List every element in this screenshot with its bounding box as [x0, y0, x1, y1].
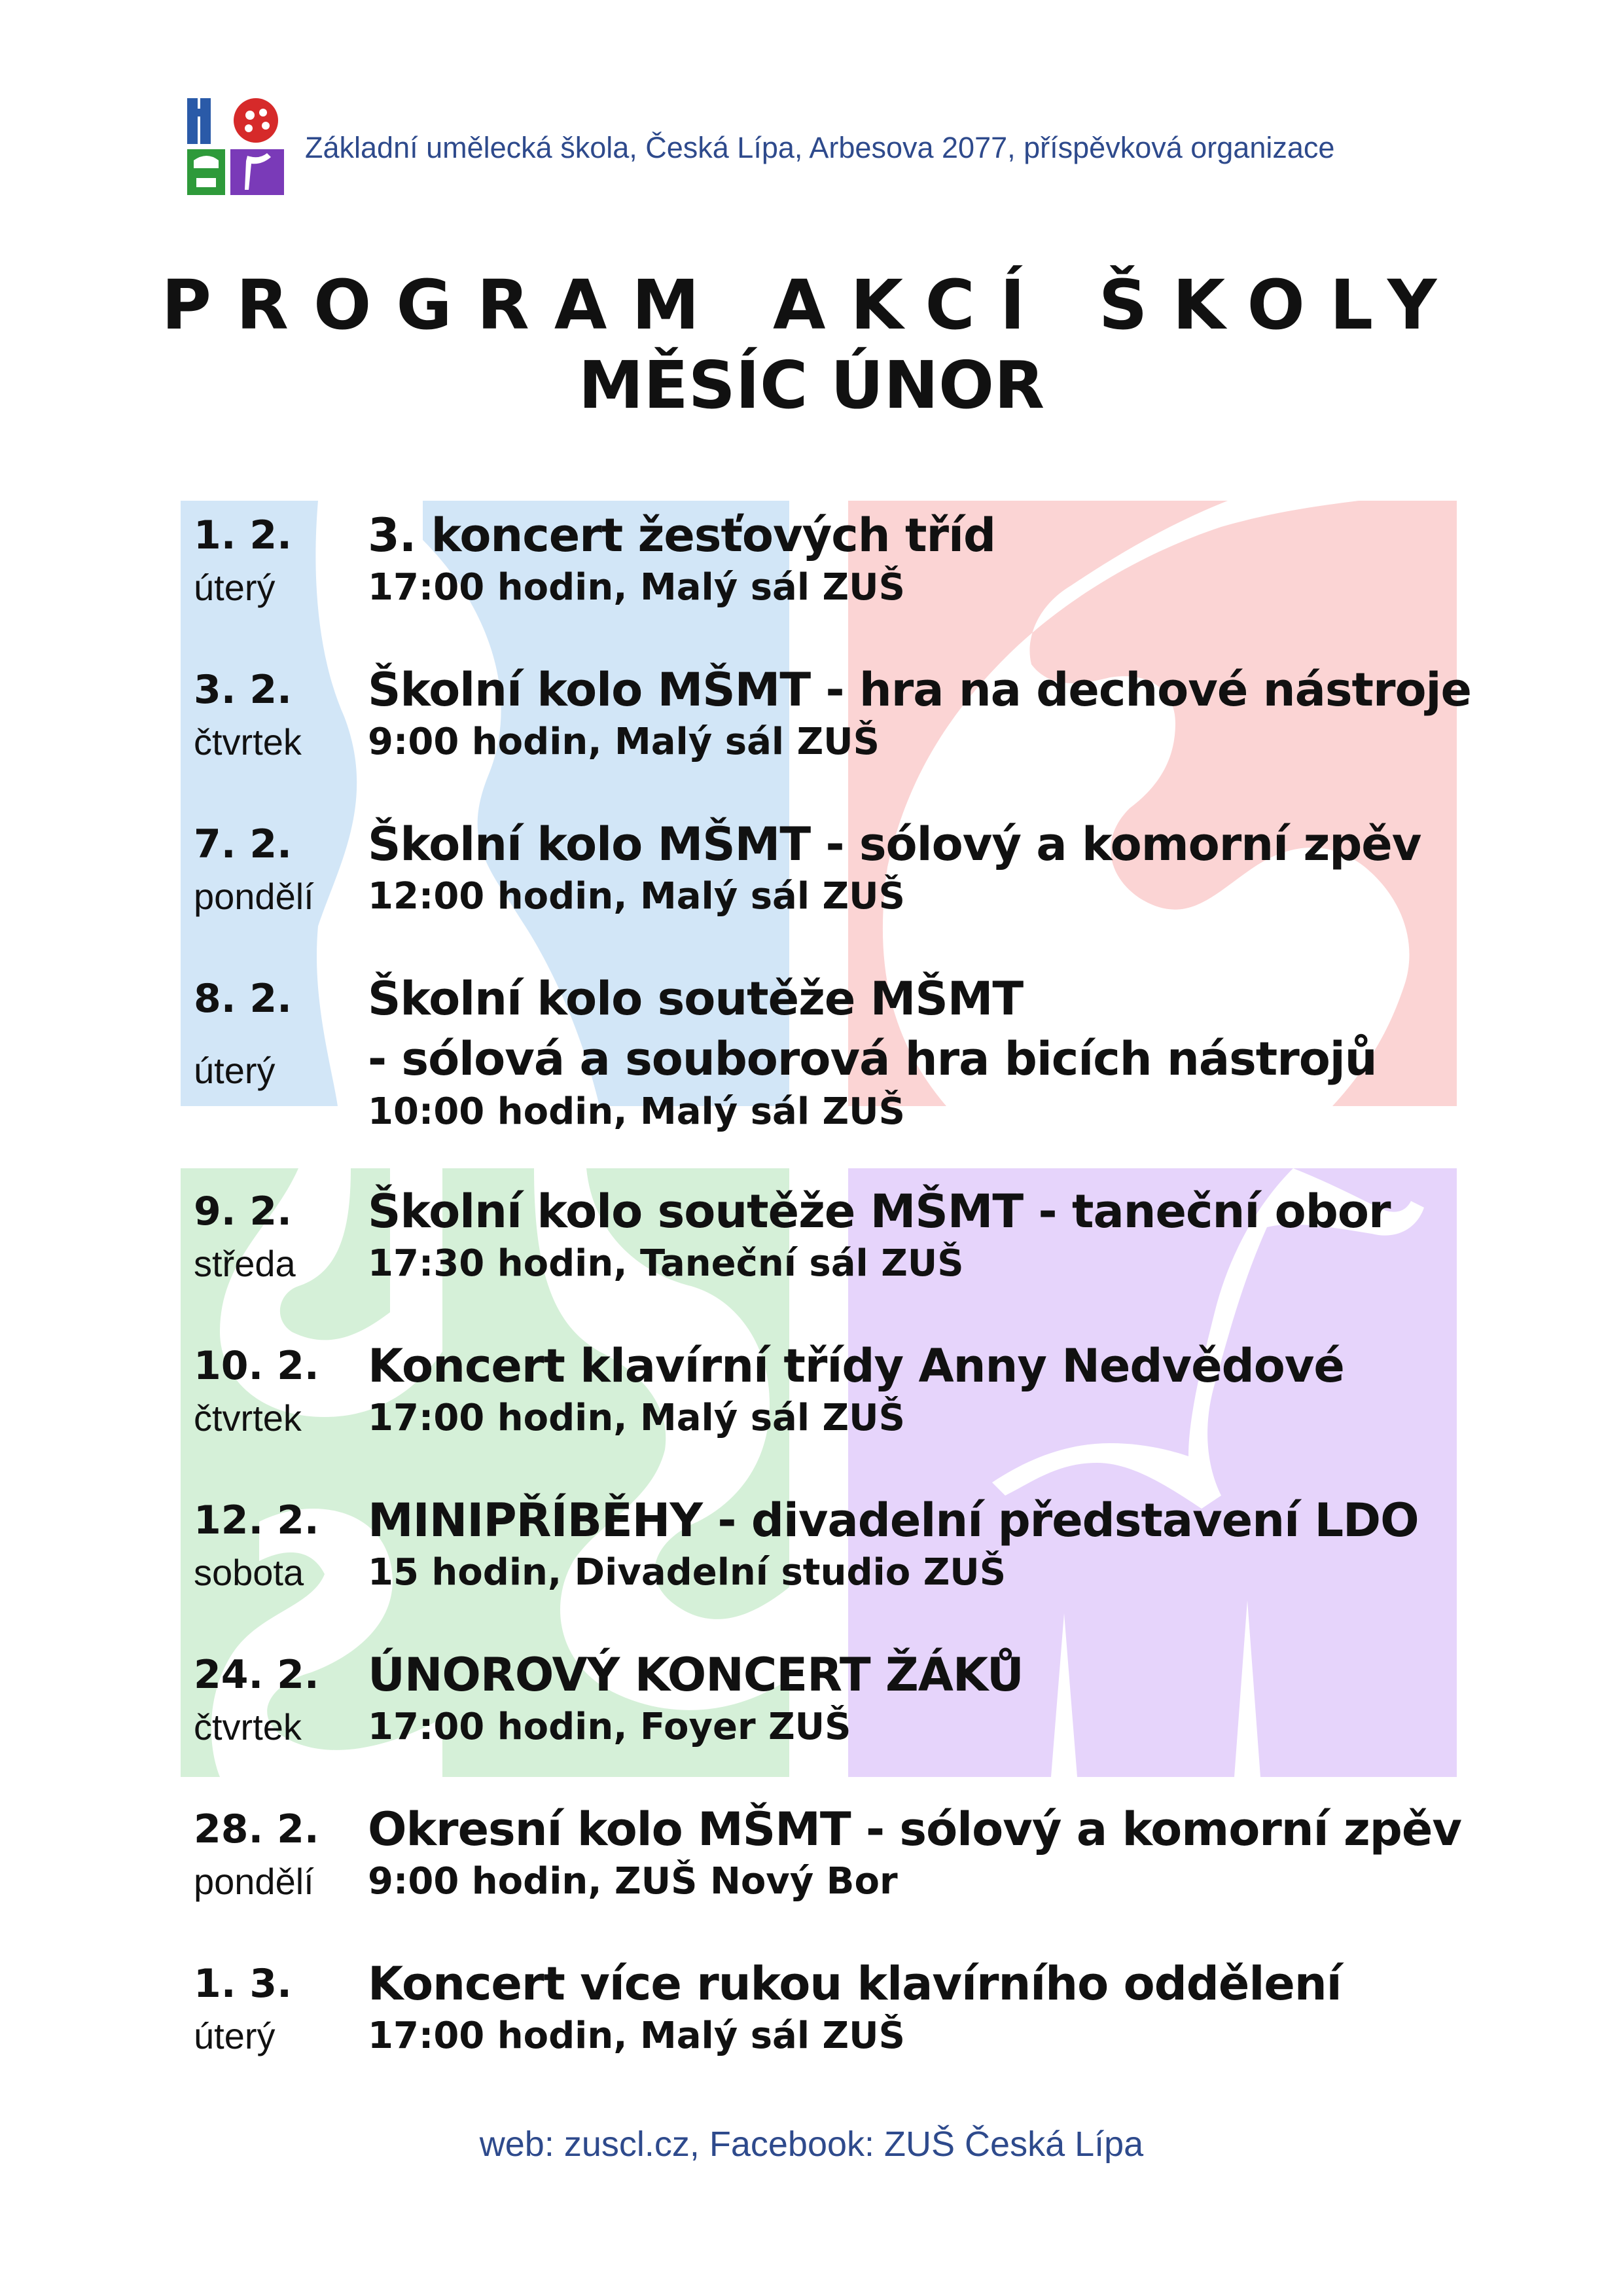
event-title: Školní kolo soutěže MŠMT — [368, 972, 1024, 1026]
event-detail: 9:00 hodin, Malý sál ZUŠ — [368, 721, 880, 763]
event-title: Školní kolo soutěže MŠMT - taneční obor — [368, 1185, 1391, 1238]
event-day: středa — [194, 1243, 296, 1284]
event-detail: 17:00 hodin, Malý sál ZUŠ — [368, 2015, 905, 2057]
event-day: čtvrtek — [194, 1706, 302, 1748]
event-day: úterý — [194, 567, 276, 608]
event-title: Koncert klavírní třídy Anny Nedvědové — [368, 1339, 1344, 1393]
event-date: 3. 2. — [194, 667, 292, 713]
event-date: 8. 2. — [194, 976, 292, 1022]
event-title: 3. koncert žesťových tříd — [368, 509, 996, 562]
event-detail: 17:30 hodin, Taneční sál ZUŠ — [368, 1242, 964, 1285]
event-date: 28. 2. — [194, 1806, 319, 1852]
page-subtitle: MĚSÍC ÚNOR — [578, 347, 1045, 423]
event-detail: 10:00 hodin, Malý sál ZUŠ — [368, 1090, 905, 1133]
event-day: čtvrtek — [194, 1397, 302, 1439]
event-title-line2: - sólová a souborová hra bicích nástrojů — [368, 1032, 1377, 1086]
event-date: 7. 2. — [194, 821, 292, 867]
event-day: pondělí — [194, 876, 314, 917]
event-date: 24. 2. — [194, 1652, 319, 1698]
event-title: Školní kolo MŠMT - sólový a komorní zpěv — [368, 817, 1421, 871]
school-name: Základní umělecká škola, Česká Lípa, Arbesova 2077, příspěvková organizace — [305, 131, 1335, 164]
event-detail: 17:00 hodin, Malý sál ZUŠ — [368, 1397, 905, 1439]
event-date: 12. 2. — [194, 1498, 319, 1543]
event-detail: 9:00 hodin, ZUŠ Nový Bor — [368, 1860, 898, 1903]
event-day: úterý — [194, 1050, 276, 1091]
event-day: pondělí — [194, 1861, 314, 1902]
event-title: Školní kolo MŠMT - hra na dechové nástroje — [368, 663, 1472, 717]
event-detail: 17:00 hodin, Malý sál ZUŠ — [368, 566, 905, 609]
event-detail: 17:00 hodin, Foyer ZUŠ — [368, 1706, 851, 1748]
event-title: Koncert více rukou klavírního oddělení — [368, 1957, 1342, 2011]
event-title: ÚNOROVÝ KONCERT ŽÁKŮ — [368, 1648, 1024, 1702]
event-date: 1. 2. — [194, 512, 292, 558]
event-day: sobota — [194, 1552, 304, 1593]
event-title: Okresní kolo MŠMT - sólový a komorní zpěv — [368, 1803, 1461, 1856]
event-day: úterý — [194, 2015, 276, 2056]
event-date: 9. 2. — [194, 1189, 292, 1234]
footer-contact: web: zuscl.cz, Facebook: ZUŠ Česká Lípa — [479, 2125, 1144, 2164]
page-title: PROGRAM AKCÍ ŠKOLY — [161, 265, 1462, 345]
event-detail: 12:00 hodin, Malý sál ZUŠ — [368, 875, 905, 918]
event-day: čtvrtek — [194, 721, 302, 762]
event-date: 10. 2. — [194, 1343, 319, 1389]
event-date: 1. 3. — [194, 1961, 292, 2007]
event-detail: 15 hodin, Divadelní studio ZUŠ — [368, 1551, 1007, 1594]
event-title: MINIPŘÍBĚHY - divadelní představení LDO — [368, 1494, 1419, 1547]
